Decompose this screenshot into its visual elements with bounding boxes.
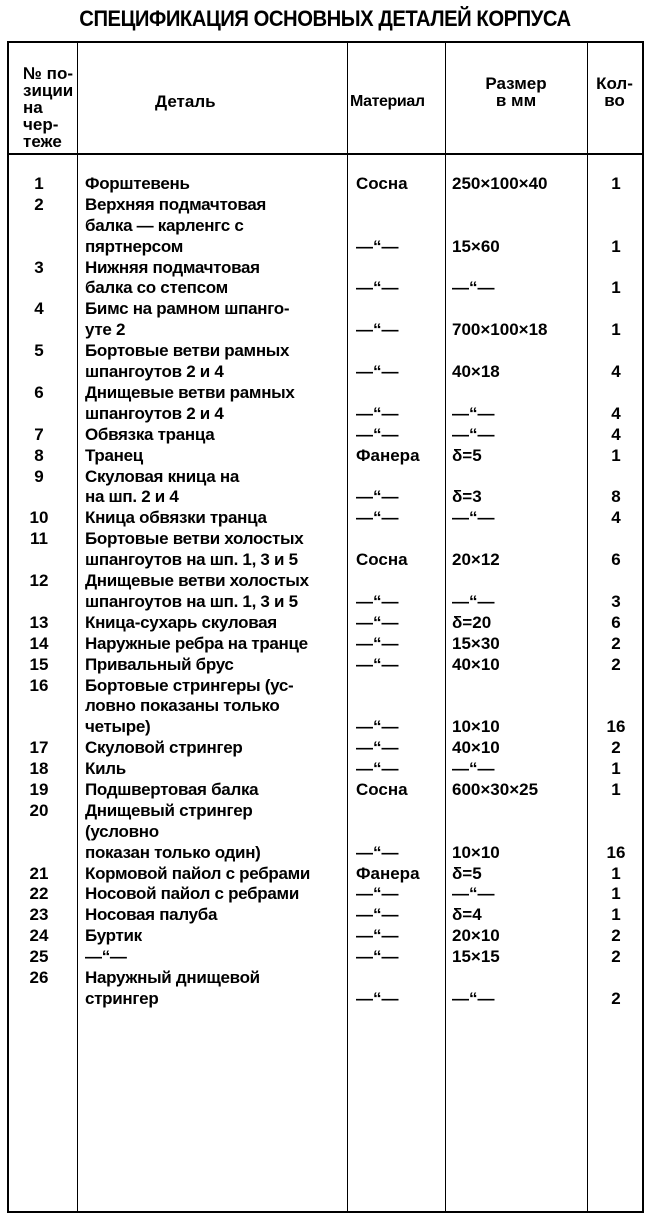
row-material: —“—: [356, 403, 399, 423]
row-quantity: 4: [611, 362, 621, 382]
header-num-line: на чер-: [23, 98, 59, 134]
row-material: Сосна: [356, 174, 408, 193]
row-size: 20×10: [452, 926, 500, 946]
row-part-line: Буртик: [85, 926, 142, 946]
row-part-line: Носовая палуба: [85, 905, 218, 925]
row-part: [85, 299, 355, 341]
row-part: [85, 884, 355, 905]
row-part-line: Форштевень: [85, 174, 190, 193]
row-material: —“—: [356, 905, 399, 925]
row-number: 12: [29, 571, 49, 591]
header-part: Деталь: [155, 92, 216, 111]
row-size: δ=5: [452, 445, 482, 465]
row-size: δ=5: [452, 863, 482, 883]
row-part-line: Скуловой стрингер: [85, 738, 243, 758]
row-part: [85, 655, 355, 676]
row-material: —“—: [356, 759, 399, 779]
row-number: 23: [29, 905, 49, 925]
row-material: Сосна: [356, 550, 408, 570]
row-part: [85, 258, 355, 300]
row-size: 600×30×25: [452, 779, 539, 799]
row-part-line: Кница-сухарь скуловая: [85, 612, 277, 632]
header-num-line: теже: [23, 132, 62, 151]
table-row: [9, 195, 642, 258]
row-material: —“—: [356, 320, 399, 340]
row-part-line: балка — карленгс с: [85, 215, 244, 235]
row-part: [85, 613, 355, 634]
table-row: [9, 613, 642, 634]
row-number: 11: [30, 529, 48, 549]
row-part-line: ловно показаны только: [85, 696, 280, 716]
row-number: 15: [29, 654, 49, 674]
row-material: —“—: [356, 612, 399, 632]
row-size: —“—: [452, 759, 495, 779]
row-size: 700×100×18: [452, 320, 548, 340]
row-part-line: Днищевые ветви рамных: [85, 382, 295, 402]
row-part-line: шпангоутов на шп. 1, 3 и 5: [85, 550, 298, 570]
row-quantity: 2: [611, 738, 621, 758]
row-part-line: Носовой пайол с ребрами: [85, 884, 299, 904]
row-part: [85, 467, 355, 509]
row-quantity: 2: [611, 988, 621, 1008]
row-part-line: показан только один): [85, 842, 261, 862]
row-part-line: четыре): [85, 717, 151, 737]
row-quantity: 16: [606, 717, 626, 737]
row-part-line: стрингер: [85, 988, 159, 1008]
table-body: [9, 174, 642, 1010]
header-qty-line: Кол-: [596, 74, 633, 93]
row-part: [85, 508, 355, 529]
table-row: [9, 738, 642, 759]
row-quantity: 1: [611, 174, 621, 193]
row-quantity: 4: [611, 508, 621, 528]
row-part: [85, 864, 355, 885]
row-quantity: 1: [611, 236, 621, 256]
row-part: [85, 195, 355, 258]
header-num-line: зиции: [23, 81, 74, 100]
row-part-line: Днищевый стрингер: [85, 800, 253, 820]
row-part-line: Кница обвязки транца: [85, 508, 267, 528]
row-number: 9: [34, 466, 44, 486]
row-quantity: 2: [611, 633, 621, 653]
row-size: δ=3: [452, 487, 482, 507]
table-row: [9, 926, 642, 947]
row-size: δ=4: [452, 905, 482, 925]
row-material: —“—: [356, 654, 399, 674]
row-part-line: Наружный днищевой: [85, 968, 260, 987]
row-material: Сосна: [356, 779, 408, 799]
row-quantity: 1: [611, 779, 621, 799]
table-row: [9, 947, 642, 968]
table-row: [9, 446, 642, 467]
row-part: [85, 759, 355, 780]
table-row: [9, 467, 642, 509]
table-row: [9, 780, 642, 801]
row-part-line: Кормовой пайол с ребрами: [85, 863, 311, 883]
row-part-line: шпангоутов на шп. 1, 3 и 5: [85, 591, 298, 611]
header-num: [23, 65, 77, 150]
row-part-line: балка со степсом: [85, 278, 228, 298]
row-quantity: 4: [611, 403, 621, 423]
row-size: 40×10: [452, 738, 500, 758]
row-number: 26: [29, 968, 49, 987]
row-number: 4: [34, 299, 44, 319]
row-size: 40×18: [452, 362, 500, 382]
table-row: [9, 571, 642, 613]
row-part-line: Бимс на рамном шпанго-: [85, 299, 290, 319]
row-material: —“—: [356, 487, 399, 507]
row-part-line: Бортовые ветви холостых: [85, 529, 304, 549]
header-num-line: № по-: [23, 64, 73, 83]
table-row: [9, 905, 642, 926]
row-material: —“—: [356, 591, 399, 611]
row-number: 24: [29, 926, 49, 946]
row-part: [85, 968, 355, 1010]
row-size: —“—: [452, 591, 495, 611]
row-part-line: Скуловая кница на: [85, 466, 239, 486]
table-row: [9, 383, 642, 425]
row-quantity: 2: [611, 654, 621, 674]
row-size: δ=20: [452, 612, 492, 632]
row-part: [85, 529, 355, 571]
table-row: [9, 801, 642, 864]
row-size: 250×100×40: [452, 174, 548, 193]
row-size: —“—: [452, 508, 495, 528]
row-part-line: Верхняя подмачтовая: [85, 194, 267, 214]
row-part-line: пяртнерсом: [85, 236, 183, 256]
table-row: [9, 425, 642, 446]
row-size: —“—: [452, 278, 495, 298]
row-part: [85, 341, 355, 383]
row-size: —“—: [452, 424, 495, 444]
table-title: СПЕЦИФИКАЦИЯ ОСНОВНЫХ ДЕТАЛЕЙ КОРПУСА: [79, 6, 571, 31]
row-part: [85, 738, 355, 759]
row-part: [85, 446, 355, 467]
header-size: [445, 75, 587, 109]
row-number: 3: [34, 257, 44, 277]
row-material: Фанера: [356, 863, 420, 883]
row-number: 5: [34, 341, 44, 361]
row-number: 7: [34, 424, 44, 444]
row-material: —“—: [356, 508, 399, 528]
row-number: 8: [34, 445, 44, 465]
row-material: —“—: [356, 717, 399, 737]
row-number: 19: [29, 779, 49, 799]
row-number: 14: [29, 633, 49, 653]
row-quantity: 6: [611, 550, 621, 570]
row-quantity: 1: [611, 863, 621, 883]
row-number: 2: [34, 194, 44, 214]
row-quantity: 4: [611, 424, 621, 444]
row-part-line: Нижняя подмачтовая: [85, 257, 260, 277]
row-size: 15×60: [452, 236, 500, 256]
row-part: [85, 926, 355, 947]
header-qty-line: во: [604, 91, 625, 110]
row-quantity: 1: [611, 445, 621, 465]
row-part-line: —“—: [85, 947, 127, 967]
table-row: [9, 759, 642, 780]
row-part-line: Бортовые ветви рамных: [85, 341, 290, 361]
row-part-line: Транец: [85, 445, 143, 465]
header-qty: [587, 75, 642, 109]
table-row: [9, 529, 642, 571]
row-number: 13: [29, 612, 49, 632]
row-size: —“—: [452, 988, 495, 1008]
row-material: —“—: [356, 926, 399, 946]
row-quantity: 1: [611, 759, 621, 779]
row-part-line: шпангоутов 2 и 4: [85, 403, 224, 423]
row-part-line: на шп. 2 и 4: [85, 487, 179, 507]
row-number: 22: [29, 884, 49, 904]
row-part-line: Днищевые ветви холостых: [85, 571, 309, 591]
row-quantity: 2: [611, 926, 621, 946]
row-number: 21: [29, 863, 49, 883]
row-number: 1: [34, 174, 44, 193]
row-part: [85, 947, 355, 968]
row-size: 10×10: [452, 717, 500, 737]
table-row: [9, 341, 642, 383]
row-material: —“—: [356, 424, 399, 444]
row-number: 10: [29, 508, 49, 528]
row-part: [85, 383, 355, 425]
table-row: [9, 174, 642, 195]
row-part: [85, 780, 355, 801]
row-material: —“—: [356, 278, 399, 298]
header-size-line: Размер: [485, 74, 547, 93]
row-number: 25: [29, 947, 49, 967]
row-quantity: 16: [606, 842, 626, 862]
table-row: [9, 864, 642, 885]
table-row: [9, 258, 642, 300]
row-material: —“—: [356, 236, 399, 256]
row-quantity: 3: [611, 591, 621, 611]
row-size: 10×10: [452, 842, 500, 862]
table-row: [9, 968, 642, 1010]
row-part-line: (условно: [85, 821, 159, 841]
row-part: [85, 676, 355, 739]
header-divider: [9, 153, 642, 155]
table-row: [9, 655, 642, 676]
row-material: —“—: [356, 633, 399, 653]
row-number: 18: [29, 759, 49, 779]
row-number: 20: [29, 800, 49, 820]
row-quantity: 8: [611, 487, 621, 507]
row-number: 16: [29, 675, 49, 695]
row-part: [85, 571, 355, 613]
row-part-line: Привальный брус: [85, 654, 234, 674]
row-quantity: 1: [611, 278, 621, 298]
row-material: —“—: [356, 884, 399, 904]
table-row: [9, 634, 642, 655]
row-material: —“—: [356, 947, 399, 967]
row-part: [85, 634, 355, 655]
row-part: [85, 905, 355, 926]
row-material: —“—: [356, 842, 399, 862]
row-material: —“—: [356, 988, 399, 1008]
row-size: 15×15: [452, 947, 500, 967]
row-part-line: уте 2: [85, 320, 126, 340]
row-part: [85, 801, 355, 864]
table-row: [9, 884, 642, 905]
row-quantity: 2: [611, 947, 621, 967]
row-part-line: Наружные ребра на транце: [85, 633, 308, 653]
row-part-line: шпангоутов 2 и 4: [85, 362, 224, 382]
header-material: Материал: [350, 93, 425, 110]
row-part-line: Киль: [85, 759, 126, 779]
row-quantity: 1: [611, 884, 621, 904]
row-quantity: 1: [611, 320, 621, 340]
spec-table: [7, 41, 644, 1213]
row-number: 17: [29, 738, 49, 758]
row-part-line: Подшвертовая балка: [85, 779, 259, 799]
row-part-line: Бортовые стрингеры (ус-: [85, 675, 294, 695]
row-quantity: 6: [611, 612, 621, 632]
header-size-line: в мм: [495, 91, 537, 110]
row-number: 6: [34, 382, 44, 402]
row-size: —“—: [452, 403, 495, 423]
row-size: 15×30: [452, 633, 500, 653]
row-quantity: 1: [611, 905, 621, 925]
row-size: 20×12: [452, 550, 500, 570]
row-size: 40×10: [452, 654, 500, 674]
table-row: [9, 299, 642, 341]
row-part: [85, 425, 355, 446]
table-row: [9, 508, 642, 529]
row-size: —“—: [452, 884, 495, 904]
row-material: —“—: [356, 738, 399, 758]
row-part: [85, 174, 355, 195]
row-part-line: Обвязка транца: [85, 424, 215, 444]
table-row: [9, 676, 642, 739]
row-material: Фанера: [356, 445, 420, 465]
row-material: —“—: [356, 362, 399, 382]
